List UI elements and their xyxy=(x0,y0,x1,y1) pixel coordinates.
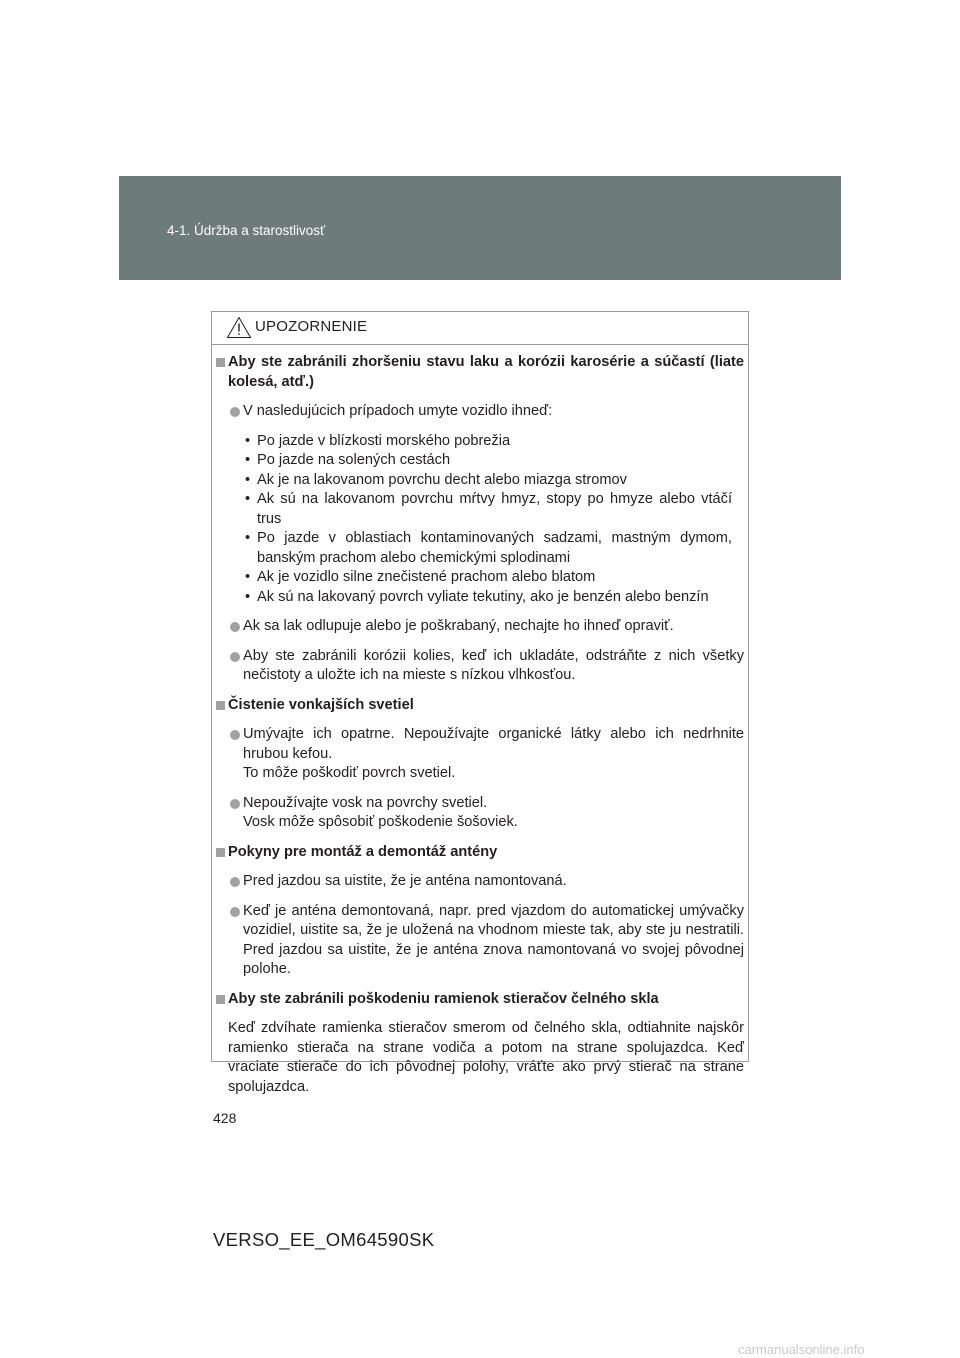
sub-list-item: • Po jazde v blízkosti morského pobrežia xyxy=(245,432,511,449)
warning-title: UPOZORNENIE xyxy=(255,318,368,335)
round-bullet-icon xyxy=(230,877,240,887)
round-bullet-icon xyxy=(230,907,240,917)
round-bullet-icon xyxy=(230,407,240,417)
paragraph: Keď zdvíhate ramienka stieračov smerom od čelného skla, odtiahnite najskôr ramienko stierača na strane vodiča a potom na strane spolujazdca. Keď vraciate stierače do ich pôvodnej polohy, vráťte ako prvý stierač na strane spolujazdca. xyxy=(228,1020,744,1095)
list-item: Umývajte ich opatrne. Nepoužívajte organické látky alebo ich nedrhnite hrubou kefou. To môže poškodiť povrch svetiel. xyxy=(216,725,744,784)
watermark: carmanualsonline.info xyxy=(738,1342,865,1357)
page-number: 428 xyxy=(213,1110,237,1126)
sub-list-item: • Ak je vozidlo silne znečistené prachom alebo blatom xyxy=(245,569,596,585)
section-header-band xyxy=(119,176,841,280)
list-item: Pred jazdou sa uistite, že je anténa namontovaná. xyxy=(216,872,744,892)
list-item: Nepoužívajte vosk na povrchy svetiel. Vosk môže spôsobiť poškodenie šošoviek. xyxy=(216,794,744,833)
section-title: 4-1. Údržba a starostlivosť xyxy=(167,223,326,238)
round-bullet-icon xyxy=(230,799,240,809)
list-item: Aby ste zabránili korózii kolies, keď ich ukladáte, odstráňte z nich všetky nečistoty a uložte ich na mieste s nízkou vlhkosťou. xyxy=(216,647,744,686)
warning-box xyxy=(211,311,749,1095)
round-bullet-icon xyxy=(230,730,240,740)
sub-list xyxy=(216,432,744,608)
section-heading-exterior-lights: Čistenie vonkajších svetiel xyxy=(216,696,744,716)
list-item: Ak sa lak odlupuje alebo je poškrabaný, nechajte ho ihneď opraviť. xyxy=(216,617,744,637)
warning-header xyxy=(212,312,748,345)
sub-list-item: • Ak je na lakovanom povrchu decht alebo miazga stromov xyxy=(245,471,627,488)
section-heading-antenna: Pokyny pre montáž a demontáž antény xyxy=(216,843,744,863)
warning-triangle-icon xyxy=(226,316,252,339)
section-heading-wiper-arms: Aby ste zabránili poškodeniu ramienok stieračov čelného skla xyxy=(216,990,744,1010)
round-bullet-icon xyxy=(230,622,240,632)
square-bullet-icon xyxy=(216,848,225,857)
list-item: Keď je anténa demontovaná, napr. pred vjazdom do automatickej umývačky vozidiel, uistite sa, že je uložená na vhodnom mieste tak, aby ste ju nestratili. Pred jazdou sa uistite, že je anténa znova namontovaná vo svojej pôvodnej polohe. xyxy=(216,902,744,980)
section-heading-paint-corrosion: Aby ste zabránili zhoršeniu stavu laku a korózii karosérie a súčastí (liate kolesá, atď.) xyxy=(216,353,744,392)
square-bullet-icon xyxy=(216,701,225,710)
warning-body xyxy=(216,353,744,1097)
sub-list-item: • Po jazde na solených cestách xyxy=(245,452,451,468)
square-bullet-icon xyxy=(216,358,225,367)
list-item: V nasledujúcich prípadoch umyte vozidlo ihneď: xyxy=(216,402,744,422)
sub-list-item: • Ak sú na lakovanom povrchu mŕtvy hmyz, stopy po hmyze alebo vtáčí trus xyxy=(245,491,732,527)
sub-list-item: • Ak sú na lakovaný povrch vyliate tekutiny, ako je benzén alebo benzín xyxy=(245,588,709,605)
sub-list-item: • Po jazde v oblastiach kontaminovaných sadzami, mastným dymom, banským prachom alebo chemickými splodinami xyxy=(245,530,732,566)
document-code: VERSO_EE_OM64590SK xyxy=(213,1229,435,1250)
square-bullet-icon xyxy=(216,995,225,1004)
round-bullet-icon xyxy=(230,652,240,662)
